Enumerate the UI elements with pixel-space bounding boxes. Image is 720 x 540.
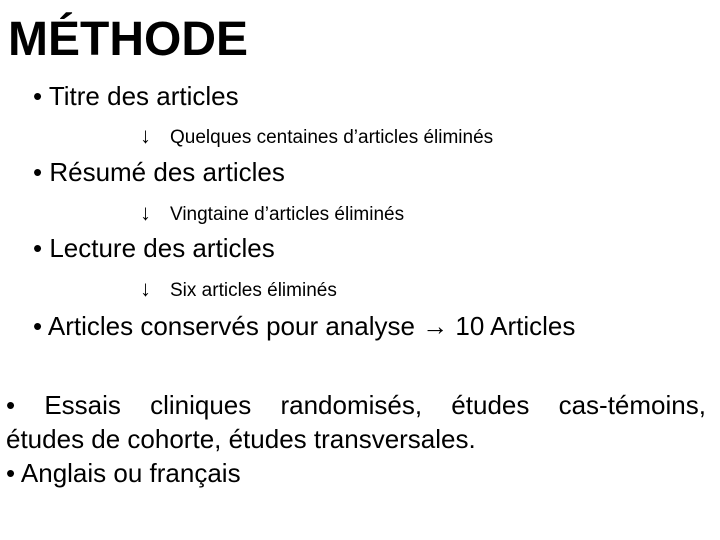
down-arrow-icon: ↓ [140, 200, 151, 225]
criteria-word: études [451, 390, 530, 420]
criteria-line-3: • Anglais ou français [6, 458, 241, 488]
step-note-text: Quelques centaines d’articles éliminés [170, 127, 494, 148]
step-reading-articles: • Lecture des articles [33, 233, 275, 263]
slide-title: MÉTHODE [8, 13, 248, 66]
down-arrow-icon: ↓ [140, 276, 151, 301]
step-title-note [140, 124, 493, 150]
step-title-articles: • Titre des articles [33, 81, 239, 111]
step-abstract-note [140, 201, 404, 227]
criteria-word: randomisés, [280, 390, 423, 420]
step-abstract-articles: • Résumé des articles [33, 157, 285, 187]
criteria-word: cas-témoins, [558, 390, 706, 420]
criteria-line-2: études de cohorte, études transversales. [6, 424, 476, 454]
step-reading-note [140, 277, 337, 303]
criteria-line-1 [6, 388, 706, 422]
criteria-word: • [6, 390, 16, 420]
criteria-word: cliniques [150, 390, 252, 420]
down-arrow-icon: ↓ [140, 123, 151, 148]
step-note-text: Six articles éliminés [170, 280, 337, 301]
criteria-paragraph [6, 388, 706, 490]
criteria-word: Essais [44, 390, 121, 420]
step-note-text: Vingtaine d’articles éliminés [170, 204, 405, 225]
result-line: • Articles conservés pour analyse → 10 Articles [33, 311, 576, 341]
